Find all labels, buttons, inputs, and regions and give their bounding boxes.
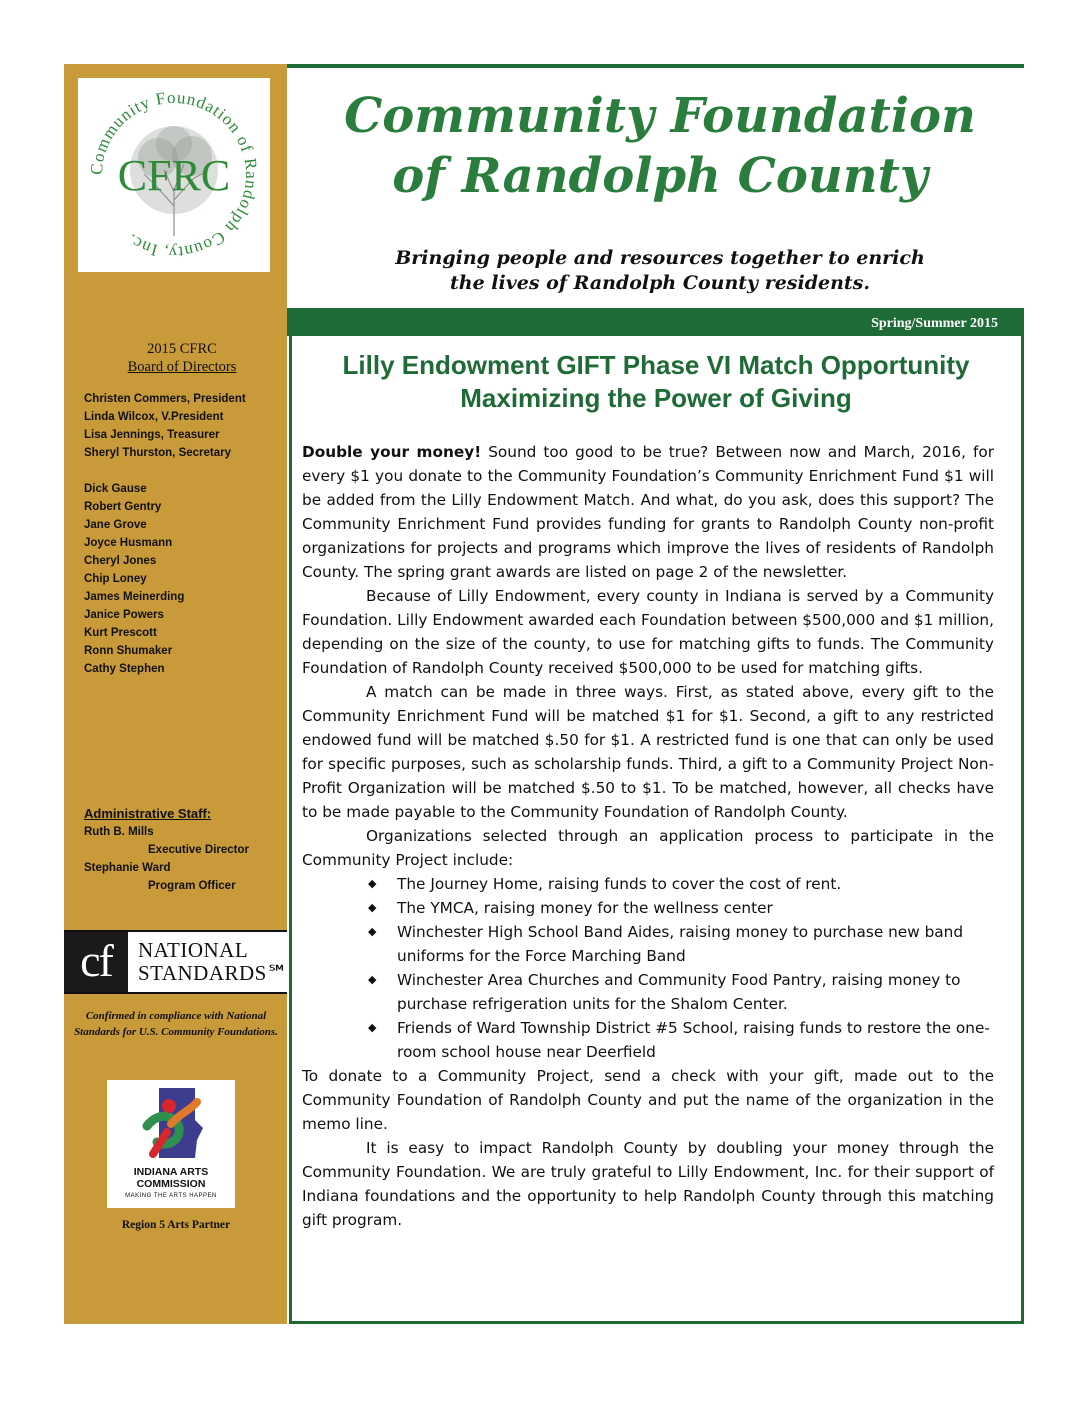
national-standards-text — [138, 939, 289, 985]
headline-line1: Lilly Endowment GIFT Phase VI Match Opportunity — [342, 350, 970, 380]
director: Joyce Husmann — [84, 537, 173, 549]
arts-line3: MAKING THE ARTS HAPPEN — [125, 1193, 217, 1199]
indiana-arts-commission-logo — [107, 1080, 235, 1208]
officer: Lisa Jennings, Treasurer — [84, 429, 220, 441]
compliance-note: Confirmed in compliance with National Standards for U.S. Community Foundations. — [74, 1010, 278, 1038]
issue-date: Spring/Summer 2015 — [871, 316, 998, 331]
director: Cathy Stephen — [84, 663, 165, 675]
ns-line2: STANDARDS℠ — [138, 961, 289, 985]
staff-role: Executive Director — [148, 844, 249, 856]
diamond-bullet-icon: ◆ — [368, 1021, 377, 1034]
paragraph: It is easy to impact Randolph County by doubling your money through the Community Foundation. We are truly grateful to Lilly Endowment, Inc. for their support of Indiana foundations and the opportunity to help Randolph County through this matching gift program. — [302, 1139, 994, 1229]
masthead-title — [300, 86, 1020, 206]
list-item-text: Winchester Area Churches and Community Food Pantry, raising money to purchase refrigeration units for the Shalom Center. — [397, 971, 961, 1013]
region-label: Region 5 Arts Partner — [121, 1219, 231, 1231]
list-item — [302, 1016, 994, 1064]
officer: Linda Wilcox, V.President — [84, 411, 224, 423]
cf-badge: cf — [64, 932, 128, 992]
list-item — [302, 968, 994, 1016]
director: Dick Gause — [84, 483, 147, 495]
list-item — [302, 920, 994, 968]
headline-line2: Maximizing the Power of Giving — [460, 383, 852, 413]
director: Chip Loney — [84, 573, 147, 585]
issue-bar — [287, 308, 1024, 336]
list-item — [302, 896, 994, 920]
arts-line1: INDIANA ARTS — [133, 1166, 209, 1178]
staff-role: Program Officer — [148, 880, 236, 892]
paragraph: Organizations selected through an application process to participate in the Community Project include: — [302, 827, 994, 869]
staff-name: Stephanie Ward — [84, 862, 171, 874]
arts-line2: COMMISSION — [136, 1178, 206, 1190]
article-body — [302, 440, 994, 1232]
director: Janice Powers — [84, 609, 164, 621]
title-line1: Community Foundation — [344, 88, 976, 144]
diamond-bullet-icon: ◆ — [368, 973, 377, 986]
director: Cheryl Jones — [84, 555, 157, 567]
title-line2: of Randolph County — [392, 148, 928, 204]
director: Jane Grove — [84, 519, 147, 531]
tagline — [300, 246, 1020, 296]
top-rule — [287, 64, 1024, 68]
list-item-text: The Journey Home, raising funds to cover the cost of rent. — [397, 875, 842, 893]
list-item-text: Winchester High School Band Aides, raising money to purchase new band uniforms for the Force Marching Band — [397, 923, 964, 965]
national-standards-logo — [64, 930, 287, 994]
staff-name: Ruth B. Mills — [84, 826, 154, 838]
paragraph: To donate to a Community Project, send a check with your gift, made out to the Community Foundation of Randolph County and put the name of the organization in the memo line. — [302, 1067, 994, 1133]
board-heading — [84, 340, 280, 376]
list-item — [302, 872, 994, 896]
diamond-bullet-icon: ◆ — [368, 877, 377, 890]
logo-ring-text: Community Foundation of Randolph County, Inc. — [86, 87, 262, 263]
paragraph — [302, 440, 994, 584]
paragraph: Because of Lilly Endowment, every county in Indiana is served by a Community Foundation. Lilly Endowment awarded each Foundation between $500,000 and $1 million, depending on the size of the county, to use for matching gifts to funds. The Community Foundation of Randolph County received $500,000 to be used for matching gifts. — [302, 587, 994, 677]
board-subheading: Board of Directors — [127, 359, 237, 375]
admin-staff — [84, 805, 284, 895]
spacer — [84, 462, 284, 480]
cfrc-logo — [78, 78, 270, 272]
list-item-text: The YMCA, raising money for the wellness center — [397, 899, 773, 917]
paragraph-text: Sound too good to be true? Between now and March, 2016, for every $1 you donate to the Community Foundation’s Community Enrichment Fund $1 will be added from the Lilly Endowment Match. And what, do you ask, does this support? The Community Enrichment Fund provides funding for grants to Randolph County non-profit organizations for projects and programs which improve the lives of residents of Randolph County. The spring grant awards are listed on page 2 of the newsletter. — [302, 443, 994, 581]
article-headline — [296, 349, 1016, 415]
arts-figure-icon — [107, 1080, 235, 1166]
board-year-heading: 2015 CFRC — [147, 341, 217, 357]
project-list — [302, 872, 994, 1064]
board-members — [84, 390, 284, 678]
staff-heading: Administrative Staff: — [84, 806, 212, 821]
director: Robert Gentry — [84, 501, 162, 513]
ns-line1: NATIONAL — [138, 938, 249, 962]
arts-logo-text — [107, 1166, 235, 1202]
tree-seal-icon — [78, 78, 270, 272]
director: Ronn Shumaker — [84, 645, 173, 657]
officer: Sheryl Thurston, Secretary — [84, 447, 231, 459]
sidebar — [64, 64, 287, 1324]
tagline-line1: Bringing people and resources together to enrich — [395, 247, 925, 269]
tagline-line2: the lives of Randolph County residents. — [449, 272, 870, 294]
diamond-bullet-icon: ◆ — [368, 925, 377, 938]
paragraph: A match can be made in three ways. First, as stated above, every gift to the Community Enrichment Fund will be matched $1 for $1. Second, a gift to any restricted endowed fund will be matched $.50 for $1. A restricted fund is one that can only be used for specific purposes, such as scholarship funds. Third, a gift to a Community Project Non-Profit Organization will be matched $.50 to $1. To be matched, however, all checks have to be made payable to the Community Foundation of Randolph County. — [302, 683, 994, 821]
director: Kurt Prescott — [84, 627, 157, 639]
logo-initials: CFRC — [117, 151, 231, 200]
lead-text: Double your money! — [302, 443, 482, 461]
director: James Meinerding — [84, 591, 185, 603]
list-item-text: Friends of Ward Township District #5 School, raising funds to restore the one-room school house near Deerfield — [397, 1019, 990, 1061]
officer: Christen Commers, President — [84, 393, 246, 405]
diamond-bullet-icon: ◆ — [368, 901, 377, 914]
